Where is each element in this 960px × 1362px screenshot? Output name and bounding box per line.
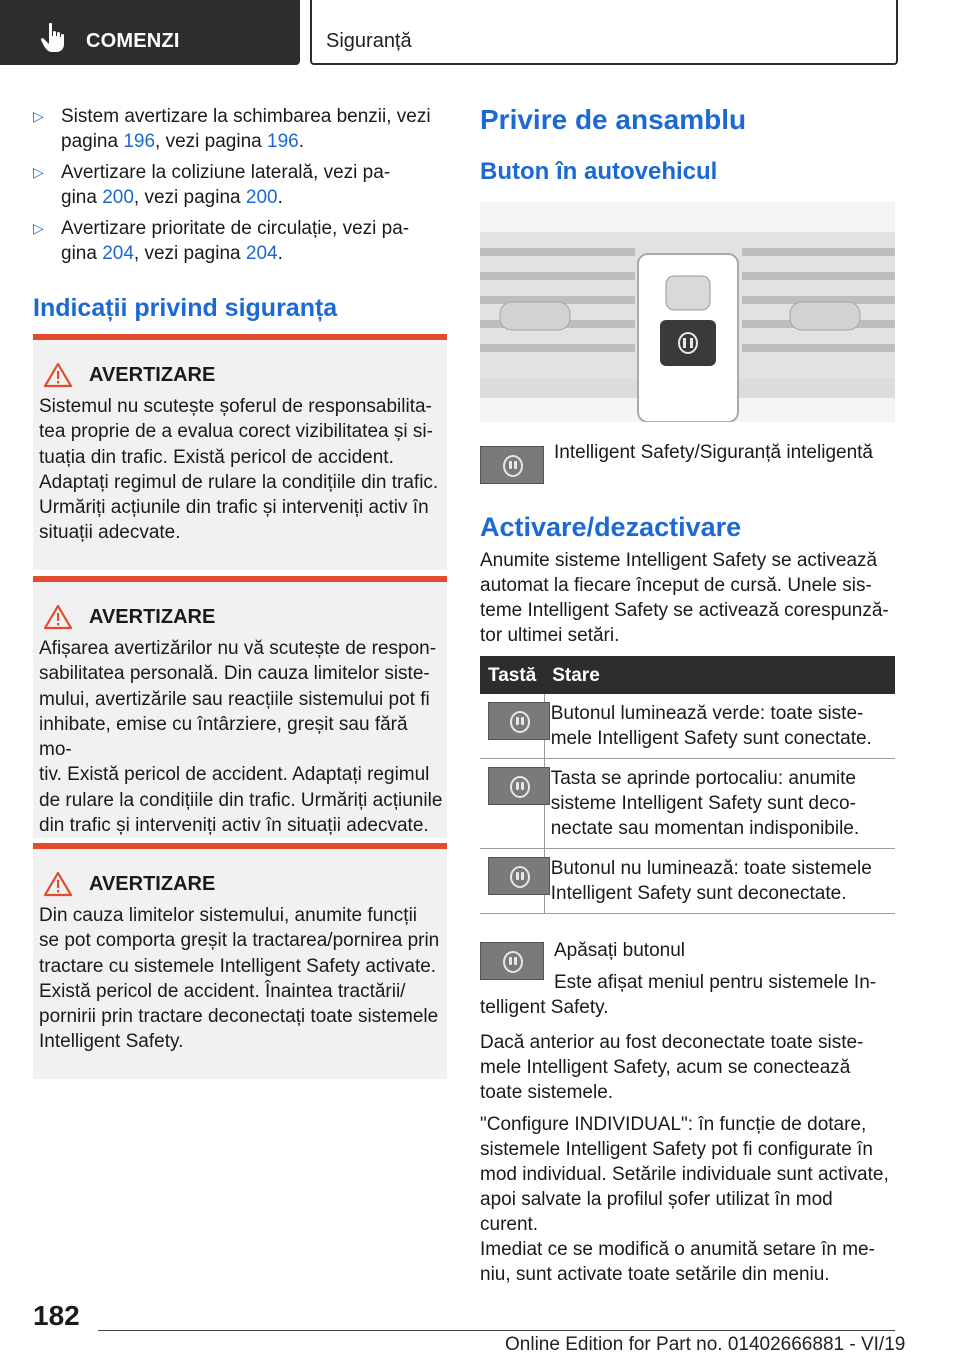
paragraph-line: mele Intelligent Safety, acum se conectează: [480, 1057, 851, 1078]
paragraph-line: apoi salvate la profilul șofer utilizat în mod curent.: [480, 1189, 833, 1235]
warning-line: Există pericol de accident. Înaintea tractării/: [39, 980, 406, 1002]
state-line: Butonul nu luminează: toate sistemele: [550, 858, 872, 879]
paragraph-line: Dacă anterior au fost deconectate toate siste‐: [480, 1032, 864, 1053]
warning-line: Urmăriți acțiunile din trafic și interveniți activ în: [39, 497, 429, 519]
intro-line: tor ultimei setări.: [480, 625, 620, 646]
bullet-text: gina: [61, 187, 103, 208]
warning-text: [39, 903, 445, 1055]
button-caption: Intelligent Safety/Siguranță inteligentă: [554, 442, 873, 463]
table-row: [480, 849, 895, 914]
vehicle-button-illustration: [480, 202, 895, 422]
warning-line: Intelligent Safety.: [39, 1031, 184, 1053]
paragraph-line: Imediat ce se modifică o anumită setare în me‐: [480, 1239, 875, 1260]
state-line: Tasta se aprinde portocaliu: anumite: [550, 768, 856, 789]
page-link[interactable]: 204: [102, 243, 134, 264]
table-cell-icon: [480, 694, 544, 759]
chapter-title: Siguranță: [326, 30, 412, 52]
state-line: sisteme Intelligent Safety sunt deco‐: [550, 793, 856, 814]
warning-line: din trafic și interveniți activ în situații adecvate.: [39, 815, 429, 837]
bullet-text: .: [277, 243, 283, 264]
warning-triangle-icon: [43, 871, 73, 897]
warning-title: AVERTIZARE: [89, 364, 216, 386]
bullet-text: Avertizare prioritate de circulație, vezi pa‐: [61, 218, 410, 239]
page-link[interactable]: 200: [245, 187, 278, 208]
table-row: [480, 759, 895, 849]
warning-box: [33, 843, 447, 1079]
safety-heading: Indicații privind siguranța: [33, 294, 338, 322]
state-line: Intelligent Safety sunt deconectate.: [550, 883, 847, 904]
bullet-text: gina: [61, 243, 103, 264]
reactivation-paragraph: [480, 1030, 895, 1105]
table-cell-state: [544, 694, 895, 759]
warning-triangle-icon: [43, 362, 73, 388]
table-cell-state: [544, 759, 895, 849]
warning-line: inhibate, emise cu întârziere, greșit sau fără mo‐: [39, 713, 408, 761]
state-line: Butonul luminează verde: toate siste‐: [550, 703, 864, 724]
warning-line: sabilitatea personală. Din cauza limitelor siste‐: [39, 663, 430, 685]
section-title: COMENZI: [86, 30, 180, 52]
warning-box: [33, 334, 447, 570]
warning-triangle-icon: [43, 604, 73, 630]
warning-line: tractare cu sistemele Intelligent Safety activate.: [39, 955, 437, 977]
page-link[interactable]: 196: [123, 131, 156, 152]
warning-title: AVERTIZARE: [89, 606, 216, 628]
overview-heading: Privire de ansamblu: [480, 104, 747, 135]
table-cell-icon: [480, 759, 544, 849]
press-line: telligent Safety.: [480, 997, 609, 1018]
press-line: Este afișat meniul pentru sistemele In‐: [554, 972, 877, 993]
intro-line: automat la fiecare început de cursă. Unele sis‐: [480, 575, 872, 596]
warning-line: Sistemul nu scutește șoferul de responsabilita‐: [39, 396, 432, 417]
bullet-text: pagina: [61, 131, 124, 152]
bullet-text: , vezi pagina: [133, 243, 246, 264]
bullet-text: Sistem avertizare la schimbarea benzii, vezi: [61, 106, 431, 127]
warning-line: situații adecvate.: [39, 522, 181, 544]
warning-line: tea proprie de a evalua corect vizibilitatea și si‐: [39, 421, 433, 443]
warning-text: [39, 394, 445, 546]
activation-heading: Activare/dezactivare: [480, 512, 742, 542]
table-cell-icon: [480, 849, 544, 914]
bullet-text: .: [277, 187, 283, 208]
page-number: 182: [33, 1300, 80, 1331]
intelligent-safety-button-icon: [488, 767, 550, 805]
press-result: [480, 970, 895, 1020]
configure-individual-paragraph: [480, 1112, 895, 1287]
paragraph-line: sistemele Intelligent Safety pot fi configurate în: [480, 1139, 873, 1160]
table-cell-state: [544, 849, 895, 914]
warning-line: tuația din trafic. Există pericol de accident.: [39, 446, 394, 468]
page-link[interactable]: 200: [102, 187, 134, 208]
intro-line: Anumite sisteme Intelligent Safety se activează: [480, 550, 878, 571]
intelligent-safety-button-icon: [488, 857, 550, 895]
warning-line: Adaptați regimul de rulare la condițiile din trafic.: [39, 471, 439, 493]
paragraph-line: mod individual. Setările individuale sunt activate,: [480, 1164, 889, 1185]
press-button-label: Apăsați butonul: [554, 940, 685, 961]
warning-line: pornirii prin tractare deconectați toate sistemele: [39, 1006, 439, 1028]
edition-text: Online Edition for Part no. 01402666881 - VI/19: [505, 1334, 906, 1355]
intro-line: teme Intelligent Safety se activează corespunză‐: [480, 600, 889, 621]
state-line: mele Intelligent Safety sunt conectate.: [550, 728, 872, 749]
chapter-tab[interactable]: [310, 0, 898, 65]
table-header-row: [480, 656, 895, 694]
triangle-bullet-icon: ▷: [33, 220, 44, 236]
footer-divider: [98, 1330, 895, 1331]
warning-line: mului, avertizările sau reacțiile sistemului pot fi: [39, 688, 430, 710]
warning-line: tiv. Există pericol de accident. Adaptați regimul: [39, 764, 430, 786]
warning-line: se pot comporta greșit la tractarea/pornirea prin: [39, 930, 440, 952]
column-header-key: Tastă: [480, 656, 544, 694]
warning-line: Din cauza limitelor sistemului, anumite funcții: [39, 905, 418, 926]
paragraph-line: "Configure INDIVIDUAL": în funcție de dotare,: [480, 1114, 867, 1135]
intelligent-safety-button-icon: [488, 702, 550, 740]
table-row: [480, 694, 895, 759]
bullet-text: , vezi pagina: [155, 131, 268, 152]
warning-text: [39, 636, 445, 838]
paragraph-line: niu, sunt activate toate setările din meniu.: [480, 1264, 830, 1285]
section-tab[interactable]: [0, 0, 300, 65]
page-link[interactable]: 196: [267, 131, 299, 152]
button-subheading: Buton în autovehicul: [480, 158, 718, 185]
warning-title: AVERTIZARE: [89, 873, 216, 895]
page-link[interactable]: 204: [245, 243, 278, 264]
triangle-bullet-icon: ▷: [33, 108, 44, 124]
column-header-state: Stare: [544, 656, 895, 694]
intelligent-safety-button-icon: [480, 446, 544, 484]
activation-intro: [480, 548, 895, 648]
bullet-text: .: [298, 131, 304, 152]
warning-line: Afișarea avertizărilor nu vă scutește de respon‐: [39, 638, 437, 659]
paragraph-line: toate sistemele.: [480, 1082, 614, 1103]
state-line: nectate sau momentan indisponibile.: [550, 818, 860, 839]
hand-touch-icon: [40, 22, 68, 54]
warning-line: de rulare la condițiile din trafic. Urmăriți acțiunile: [39, 789, 443, 811]
bullet-text: , vezi pagina: [133, 187, 246, 208]
bullet-text: Avertizare la coliziune laterală, vezi pa‐: [61, 162, 391, 183]
warning-box: [33, 576, 447, 838]
status-table: [480, 656, 895, 914]
triangle-bullet-icon: ▷: [33, 164, 44, 180]
